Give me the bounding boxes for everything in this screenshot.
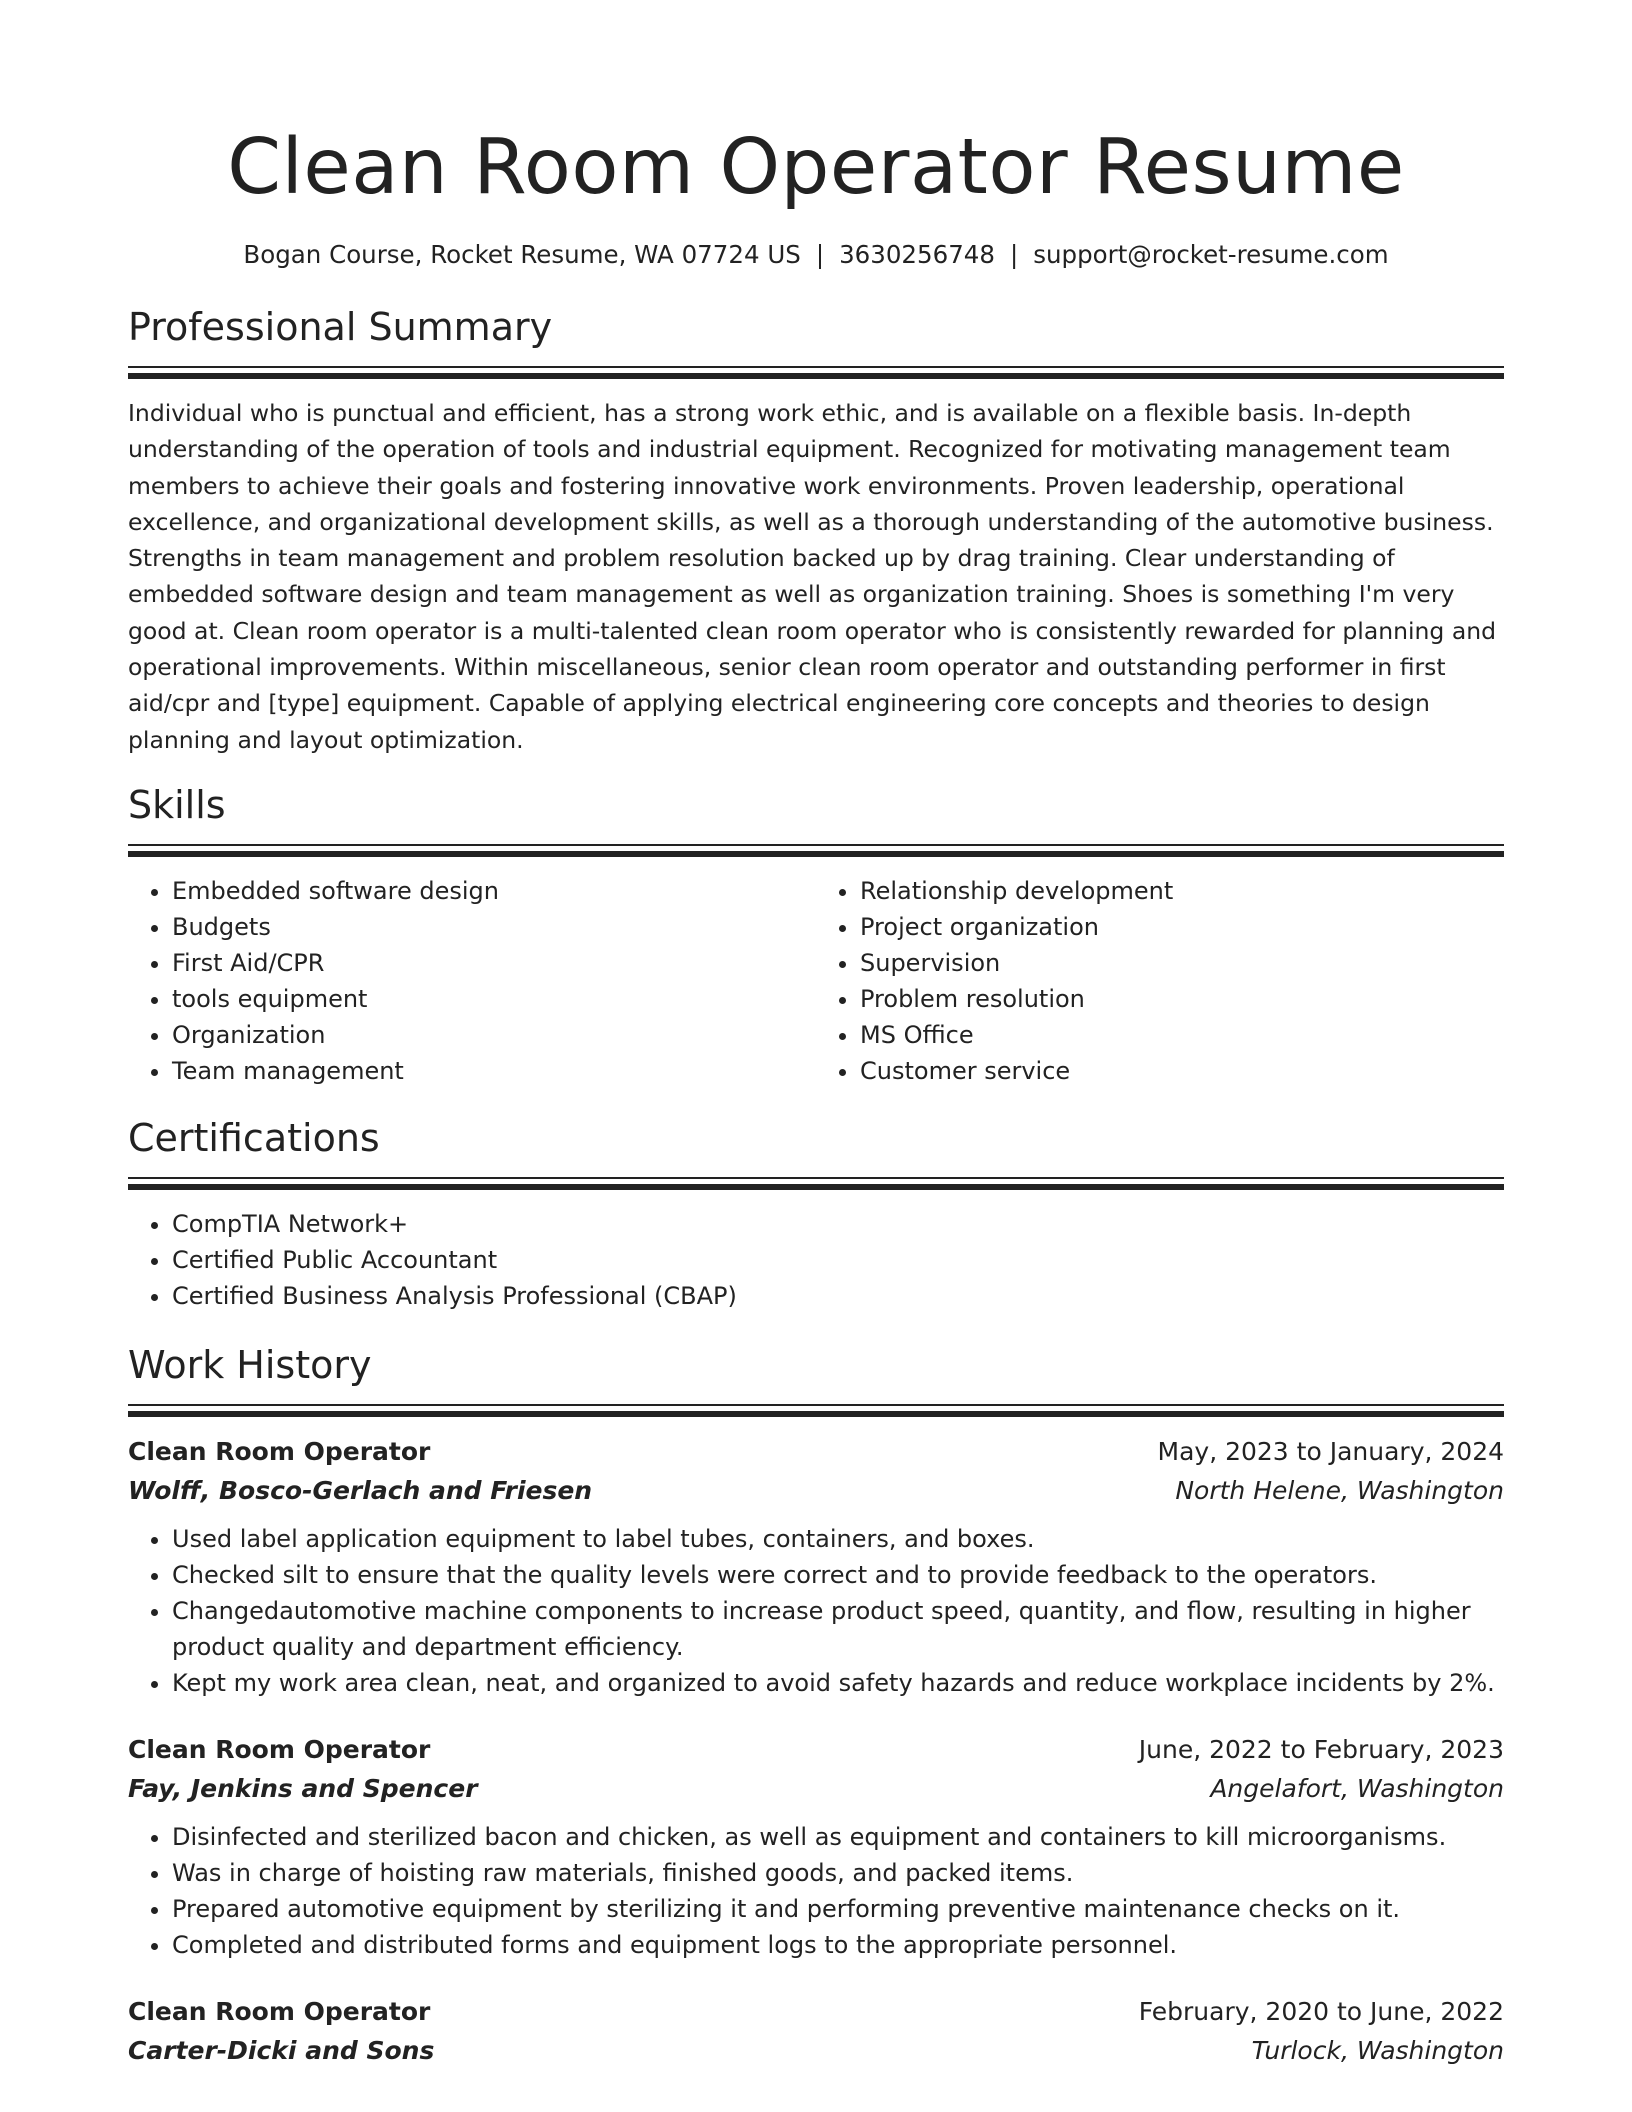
skill-item: • Organization [172, 1017, 816, 1053]
certification-item: • Certified Public Accountant [172, 1242, 1504, 1278]
skills-heading: Skills [128, 782, 226, 827]
job-bullet: • Prepared automotive equipment by sterilizing it and performing preventive maintenance checks on it. [172, 1891, 1504, 1927]
summary-section [128, 302, 1504, 758]
job-title: Clean Room Operator [128, 1436, 431, 1466]
certification-item: • CompTIA Network+ [172, 1206, 1504, 1242]
summary-heading: Professional Summary [128, 305, 553, 349]
certifications-list [128, 1206, 1504, 1314]
skill-item: • MS Office [860, 1017, 1504, 1053]
job-bullet: • Used label application equipment to label tubes, containers, and boxes. [172, 1521, 1504, 1557]
certifications-heading: Certifications [128, 1115, 380, 1160]
job-header [128, 1731, 1504, 1769]
work-history-section [128, 1340, 1504, 2071]
job-title: Clean Room Operator [128, 1734, 431, 1764]
skills-section [128, 780, 1504, 1089]
job-location: Turlock, Washington [1251, 2035, 1504, 2065]
skill-item: • Problem resolution [860, 981, 1504, 1017]
skill-item: • Supervision [860, 945, 1504, 981]
job-dates: February, 2020 to June, 2022 [1138, 1996, 1504, 2026]
job-entry [128, 1993, 1504, 2071]
contact-line [128, 238, 1504, 272]
job-header [128, 1433, 1504, 1471]
contact-separator: | [1009, 240, 1019, 269]
skill-item: • Customer service [860, 1053, 1504, 1089]
job-entry [128, 1433, 1504, 1701]
job-bullets [128, 1819, 1504, 1963]
section-divider [128, 366, 1504, 381]
skills-columns [128, 873, 1504, 1089]
section-divider [128, 1177, 1504, 1192]
skills-right-list [816, 873, 1504, 1089]
job-subheader [128, 2031, 1504, 2071]
certification-item: • Certified Business Analysis Professional (CBAP) [172, 1278, 1504, 1314]
job-bullets [128, 1521, 1504, 1701]
job-dates: June, 2022 to February, 2023 [1138, 1734, 1504, 1764]
job-subheader [128, 1769, 1504, 1809]
skill-item: • First Aid/CPR [172, 945, 816, 981]
job-entry [128, 1731, 1504, 1963]
skill-item: • Project organization [860, 909, 1504, 945]
job-location: North Helene, Washington [1175, 1475, 1504, 1505]
contact-address: Bogan Course, Rocket Resume, WA 07724 US [243, 240, 801, 269]
resume-title: Clean Room Operator Resume [227, 123, 1405, 212]
skill-item: • Relationship development [860, 873, 1504, 909]
job-bullet: • Was in charge of hoisting raw materials, finished goods, and packed items. [172, 1855, 1504, 1891]
job-subheader [128, 1471, 1504, 1511]
contact-email[interactable]: support@rocket-resume.com [1033, 240, 1389, 269]
job-bullet: • Checked silt to ensure that the quality levels were correct and to provide feedback to the operators. [172, 1557, 1504, 1593]
summary-text: Individual who is punctual and efficient, has a strong work ethic, and is available on a flexible basis. In-depth understanding of the operation of tools and industrial equipment. Recognized for motivating management team members to achieve their goals and fostering innovative work environments. Proven leadership, operational excellence, and organizational development skills, as well as a thorough understanding of the automotive business. Strengths in team management and problem resolution backed up by drag training. Clear understanding of embedded software design and team management as well as organization training. Shoes is something I'm very good at. Clean room operator is a multi-talented clean room operator who is consistently rewarded for planning and operational improvements. Within miscellaneous, senior clean room operator and outstanding performer in first aid/cpr and [type] equipment. Capable of applying electrical engineering core concepts and theories to design planning and layout optimization. [128, 399, 1497, 754]
job-bullet: • Kept my work area clean, neat, and organized to avoid safety hazards and reduce workplace incidents by 2%. [172, 1665, 1504, 1701]
certifications-section [128, 1113, 1504, 1314]
job-location: Angelafort, Washington [1210, 1773, 1504, 1803]
contact-phone: 3630256748 [839, 240, 995, 269]
skills-left-list [128, 873, 816, 1089]
job-title: Clean Room Operator [128, 1996, 431, 2026]
job-dates: May, 2023 to January, 2024 [1157, 1436, 1504, 1466]
job-company: Carter-Dicki and Sons [128, 2035, 435, 2065]
contact-separator: | [815, 240, 825, 269]
job-company: Wolff, Bosco-Gerlach and Friesen [128, 1475, 593, 1505]
job-bullet: • Disinfected and sterilized bacon and chicken, as well as equipment and containers to kill microorganisms. [172, 1819, 1504, 1855]
job-bullet: • Completed and distributed forms and equipment logs to the appropriate personnel. [172, 1927, 1504, 1963]
skill-item: • Embedded software design [172, 873, 816, 909]
job-bullet: • Changedautomotive machine components to increase product speed, quantity, and flow, resulting in higher product quality and department efficiency. [172, 1593, 1504, 1665]
skill-item: • Budgets [172, 909, 816, 945]
section-divider [128, 1404, 1504, 1419]
section-divider [128, 844, 1504, 859]
job-header [128, 1993, 1504, 2031]
skill-item: • tools equipment [172, 981, 816, 1017]
work-history-heading: Work History [128, 1342, 372, 1387]
skill-item: • Team management [172, 1053, 816, 1089]
job-company: Fay, Jenkins and Spencer [128, 1773, 478, 1803]
